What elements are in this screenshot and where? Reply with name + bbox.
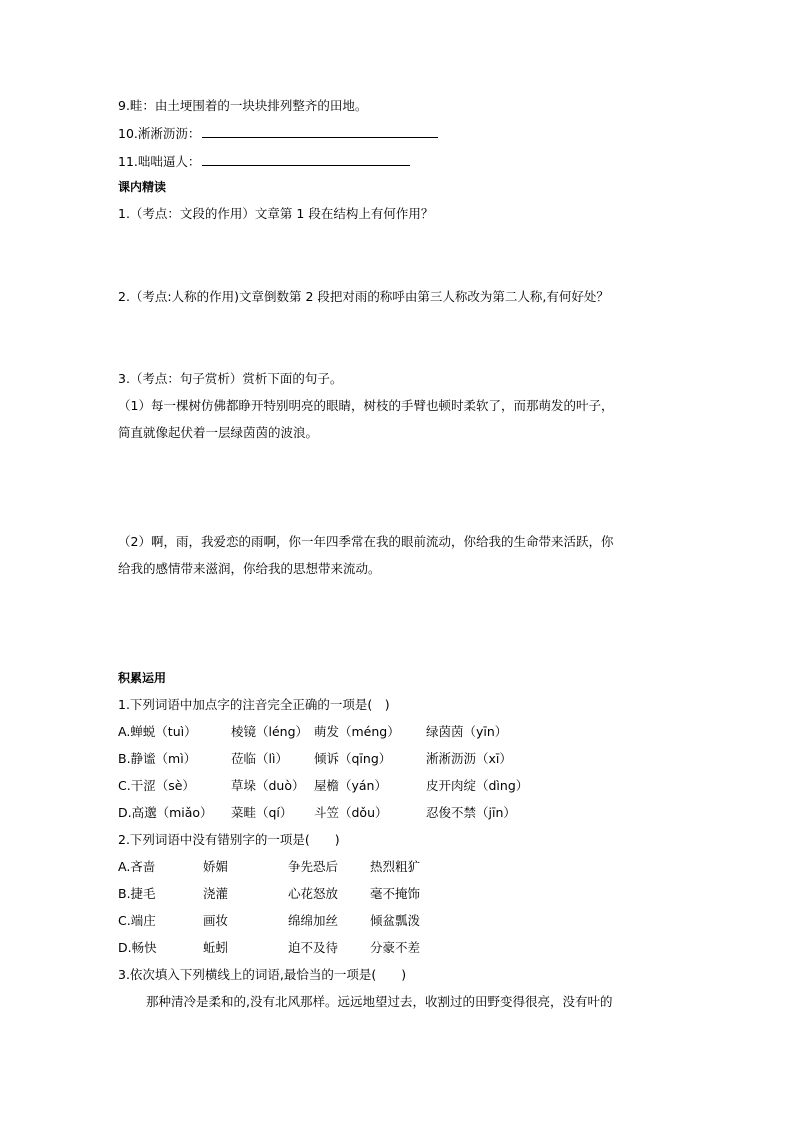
q2-option-b-word-2: 浇灌 (203, 886, 229, 901)
q2-option-d-word-4: 分豪不差 (370, 940, 421, 955)
section-heading-practice: 积累运用 (118, 671, 167, 685)
q1-option-b-word-2: 莅临（lì） (231, 751, 288, 766)
q2-option-a-word-1: A.吝啬 (118, 859, 156, 874)
q1-option-b-word-3: 倾诉（qīng） (314, 751, 392, 766)
q1-option-d-word-2: 菜畦（qí） (231, 805, 293, 820)
q2-option-b-word-3: 心花怒放 (288, 886, 339, 901)
q2-option-c-word-3: 绵绵加丝 (288, 913, 339, 928)
answer-blank-11[interactable] (202, 153, 410, 166)
q2-option-b-word-1: B.捷毛 (118, 886, 156, 901)
vocab-item-11-label: 11.咄咄逼人： (118, 154, 201, 169)
reading-question-1: 1.（考点：文段的作用）文章第 1 段在结构上有何作用？ (118, 206, 434, 221)
vocab-item-10 (118, 125, 438, 142)
q1-option-a-word-1: A.蝉蜕（tuì） (118, 724, 197, 739)
reading-q3-sentence-2-line-1: （2）啊，雨，我爱恋的雨啊，你一年四季常在我的眼前流动，你给我的生命带来活跃，你 (118, 534, 614, 549)
q1-option-c-word-3: 屋檐（yán） (314, 778, 387, 793)
q1-option-d-word-1: D.高邈（miǎo） (118, 805, 213, 820)
q1-option-d-word-4: 忍俊不禁（jīn） (426, 805, 516, 820)
q2-option-a-word-4: 热烈粗犷 (370, 859, 421, 874)
q1-option-c-word-1: C.干涩（sè） (118, 778, 195, 793)
practice-question-3: 3.依次填入下列横线上的词语,最恰当的一项是( ) (118, 967, 407, 982)
q1-option-c-word-2: 草垛（duò） (231, 778, 305, 793)
practice-question-1: 1.下列词语中加点字的注音完全正确的一项是( ) (118, 697, 390, 712)
q2-option-a-word-3: 争先恐后 (288, 859, 339, 874)
reading-q3-sentence-1-line-1: （1）每一棵树仿佛都睁开特别明亮的眼睛，树枝的手臂也顿时柔软了，而那萌发的叶子， (118, 398, 614, 413)
practice-q3-passage: 那种清冷是柔和的,没有北风那样。远远地望过去，收割过的田野变得很亮，没有叶的 (146, 994, 613, 1009)
q2-option-d-word-3: 迫不及待 (288, 940, 339, 955)
q1-option-a-word-3: 萌发（méng） (314, 724, 400, 739)
practice-question-2: 2.下列词语中没有错别字的一项是( ) (118, 832, 340, 847)
reading-question-2: 2.（考点:人称的作用)文章倒数第 2 段把对雨的称呼由第三人称改为第二人称,有何好处？ (118, 289, 609, 304)
vocab-item-10-label: 10.淅淅沥沥： (118, 126, 201, 141)
q2-option-c-word-4: 倾盆瓢泼 (370, 913, 421, 928)
q1-option-a-word-2: 棱镜（léng） (231, 724, 309, 739)
section-heading-reading: 课内精读 (118, 180, 167, 194)
q1-option-b-word-1: B.静谧（mì） (118, 751, 197, 766)
q2-option-a-word-2: 娇媚 (203, 859, 229, 874)
q2-option-d-word-1: D.畅快 (118, 940, 157, 955)
q2-option-c-word-1: C.端庄 (118, 913, 156, 928)
q1-option-a-word-4: 绿茵茵（yīn） (426, 724, 508, 739)
answer-blank-10[interactable] (202, 125, 438, 138)
q1-option-d-word-3: 斗笠（dǒu） (314, 805, 388, 820)
q1-option-c-word-4: 皮开肉绽（dìng） (426, 778, 529, 793)
q2-option-b-word-4: 毫不掩饰 (370, 886, 421, 901)
reading-question-3: 3.（考点：句子赏析）赏析下面的句子。 (118, 371, 343, 386)
vocab-item-11 (118, 153, 410, 170)
q2-option-c-word-2: 画妆 (203, 913, 229, 928)
q1-option-b-word-4: 淅淅沥沥（xī） (426, 751, 512, 766)
reading-q3-sentence-2-line-2: 给我的感情带来滋润，你给我的思想带来流动。 (118, 561, 381, 576)
vocab-item-9: 9.畦：由土埂围着的一块块排列整齐的田地。 (118, 98, 368, 113)
q2-option-d-word-2: 蚯蚓 (203, 940, 229, 955)
reading-q3-sentence-1-line-2: 简直就像起伏着一层绿茵茵的波浪。 (118, 425, 319, 440)
